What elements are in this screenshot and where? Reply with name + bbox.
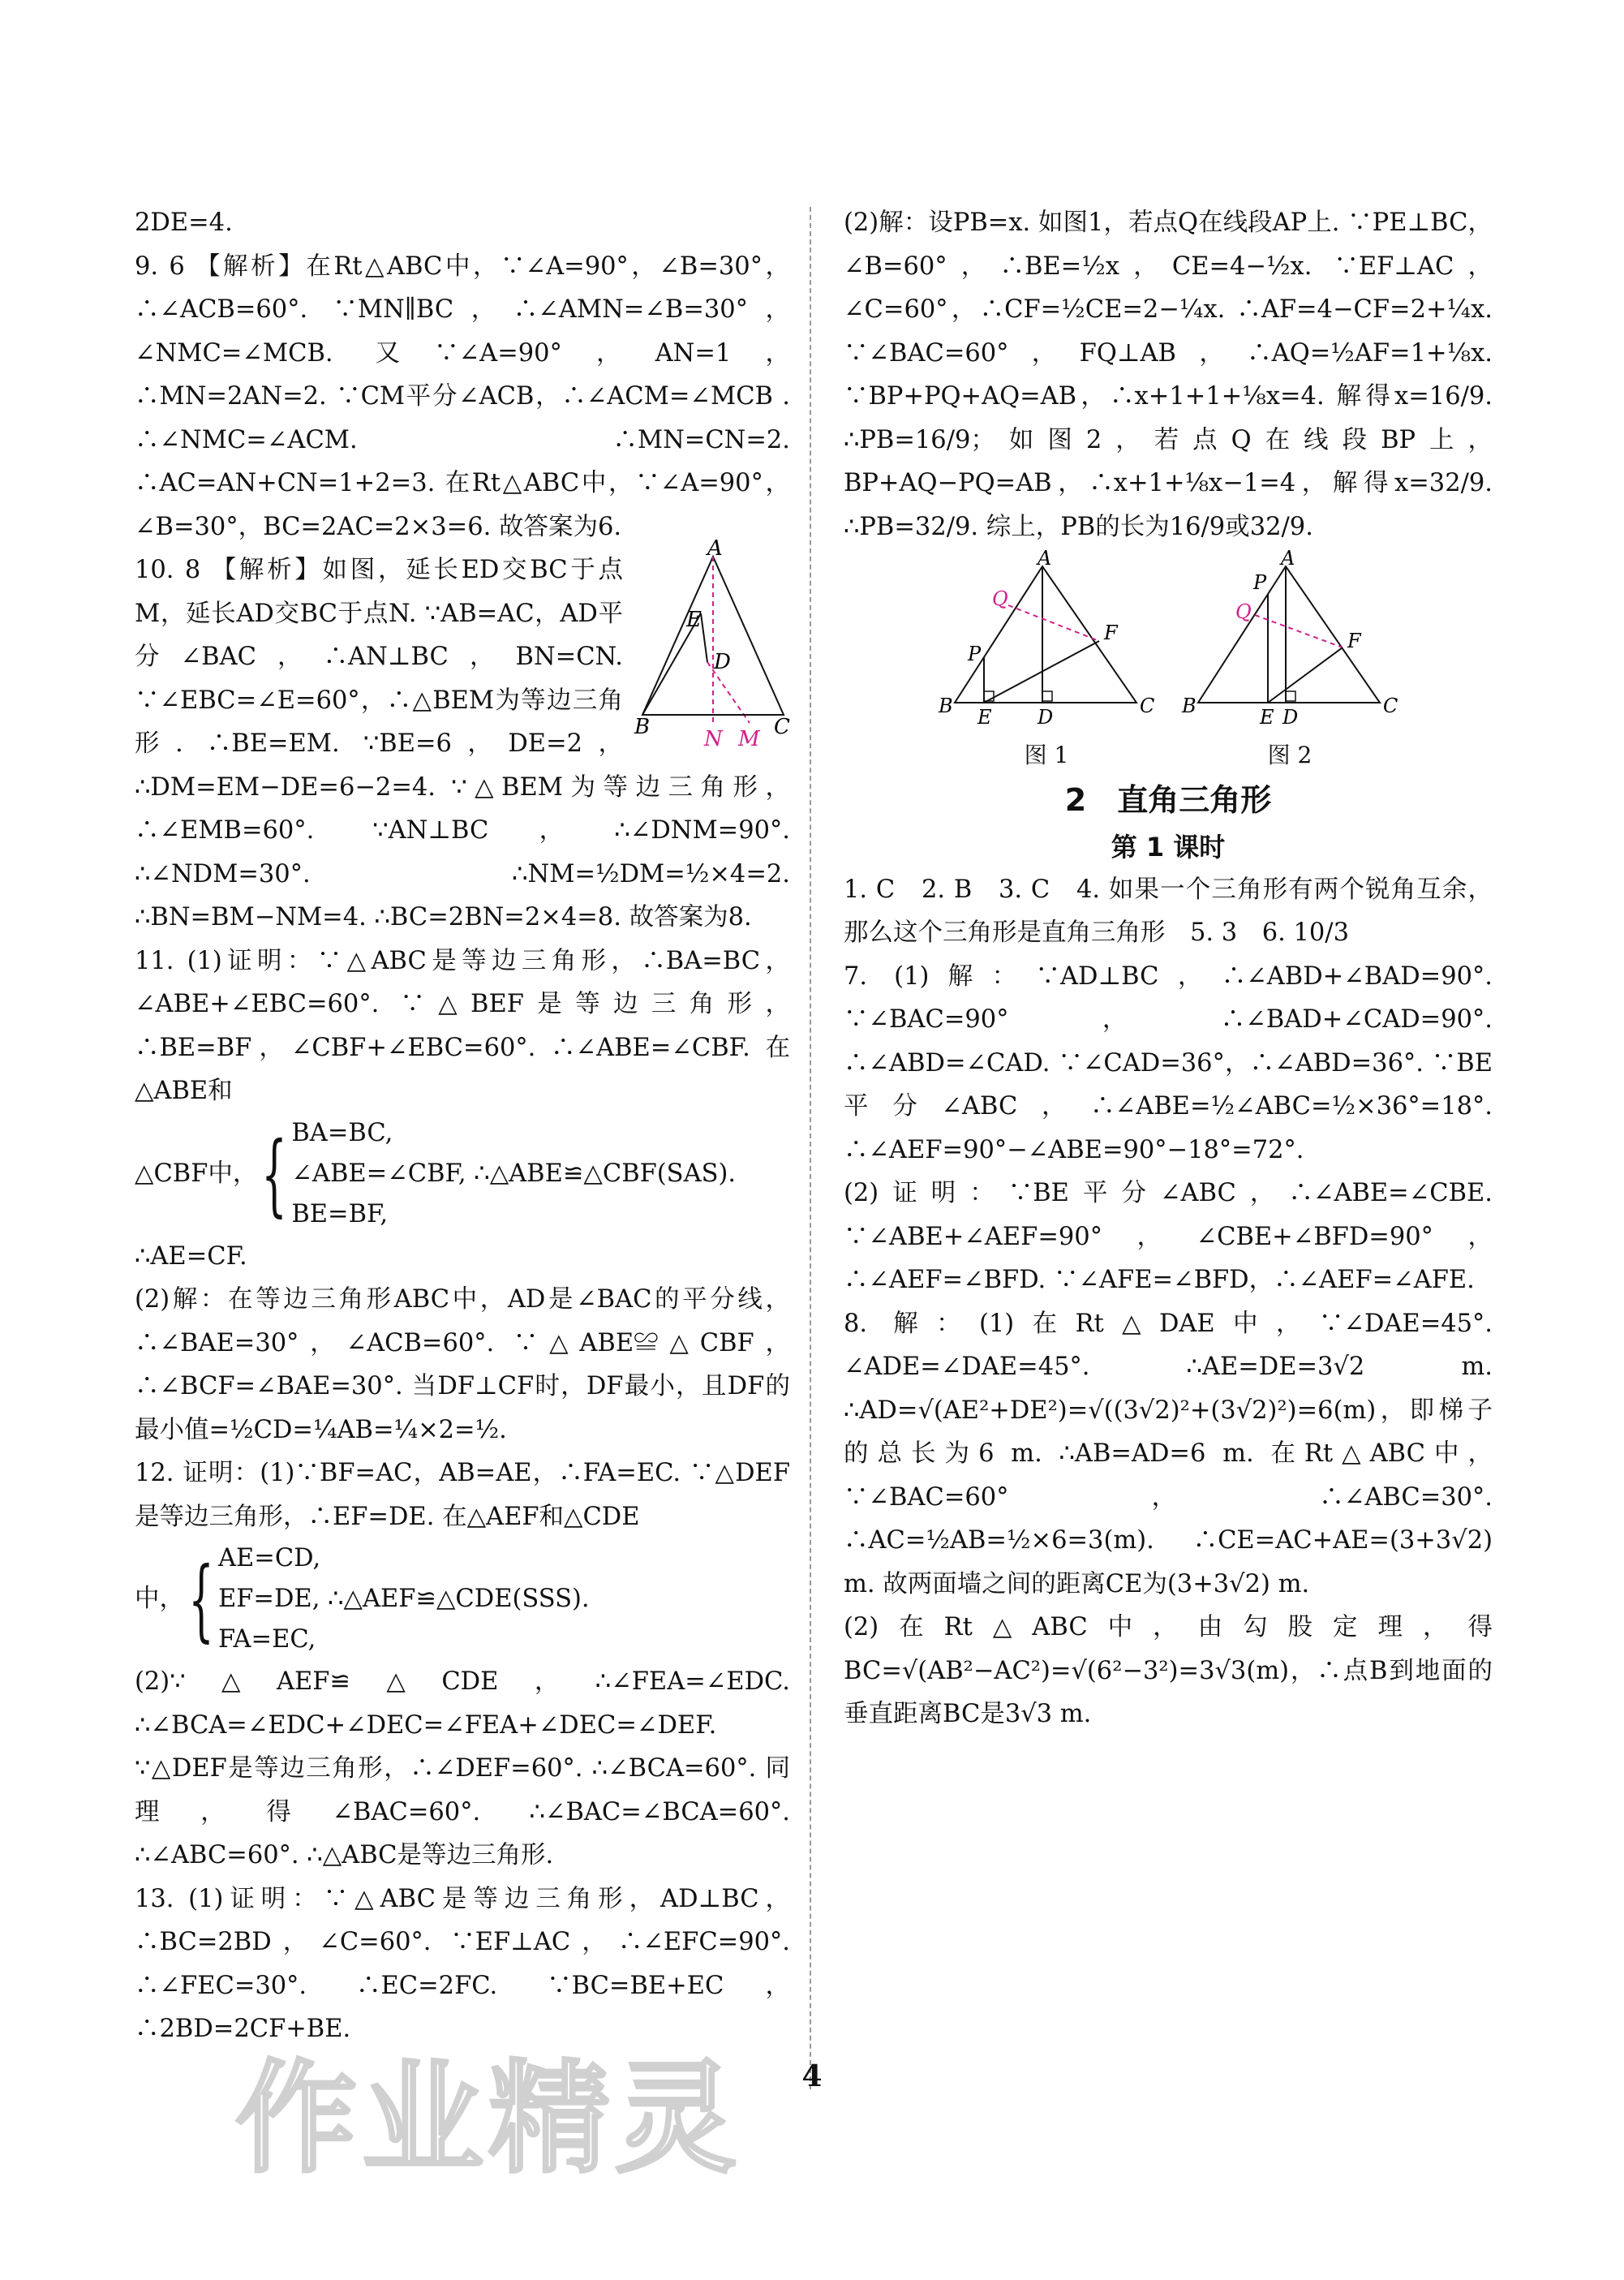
question-7-part1: 7. (1)解：∵AD⊥BC，∴∠ABD+∠BAD=90°. ∵∠BAC=90°，∴∠BAD+∠CAD=90°. ∴∠ABD=∠CAD. ∵∠CAD=36°，∴∠ABD=36°. ∵BE平分∠ABC，∴∠ABE=½∠ABC=½×36°=18°. ∴∠AEF=90°−∠ABE=90°−18°=72°. [844,961,1493,1164]
label-E: E [977,706,992,729]
answers-1-6: 1. C 2. B 3. C 4. 如果一个三角形有两个锐角互余，那么这个三角形是直角三角形 5. 3 6. 10/3 [844,875,1493,947]
q12-cond-3: FA=EC, [218,1625,316,1654]
question-8-part2: (2)在Rt△ABC中，由勾股定理，得BC=√(AB²−AC²)=√(6²−3²)=3√3(m)，∴点B到地面的垂直距离BC是3√3 m. [844,1613,1493,1728]
section-title: 2 直角三角形 [1064,781,1272,818]
q11-prefix: △CBF中， [135,1159,258,1188]
line-2de: 2DE=4. [135,209,233,237]
label-D: D [1038,706,1054,729]
q11-cond-3: BE=BF, [291,1199,389,1228]
label-B: B [1182,695,1197,717]
label-M: M [738,727,760,751]
question-10-block [135,536,790,940]
question-11-system [135,1113,790,1235]
label-Q: Q [992,587,1008,610]
left-column [135,201,790,2051]
question-11-part1: 11. (1)证明：∵△ABC是等边三角形，∴BA=BC，∠ABE+∠EBC=60°. ∵△BEF是等边三角形，∴BE=BF，∠CBF+∠EBC=60°. ∴∠ABE=∠CBF. 在△ABE和 [135,946,790,1105]
section-subtitle: 第 1 课时 [1111,831,1226,863]
figure-1-drawing [937,547,1156,729]
question-8-part1: 8. 解：(1)在Rt△DAE中，∵∠DAE=45°. ∠ADE=∠DAE=45°. ∴AE=DE=3√2 m. ∴AD=√(AE²+DE²)=√((3√2)²+(3√2)²)=6(m)，即梯子的总长为6 m. ∴AB=AD=6 m. 在Rt△ABC中，∵∠BAC=60°，∴∠ABC=30°. ∴AC=½AB=½×6=3(m). ∴CE=AC+AE=(3+3√2) m. 故两面墙之间的距离CE为(3+3√2) m. [844,1309,1493,1598]
brace-symbol: { [261,1121,288,1226]
label-E: E [686,608,702,632]
figure-1-caption: 图 1 [1024,741,1069,768]
question-13-part2: (2)解：设PB=x. 如图1，若点Q在线段AP上. ∵PE⊥BC，∠B=60°，∴BE=½x，CE=4−½x. ∵EF⊥AC，∠C=60°，∴CF=½CE=2−¼x. ∴AF=4−CF=2+¼x. ∵∠BAC=60°，FQ⊥AB，∴AQ=½AF=1+⅛x. ∵BP+PQ+AQ=AB，∴x+1+1+⅛x=4. 解得x=16/9. ∴PB=16/9；如图2，若点Q在线段BP上，BP+AQ−PQ=AB，∴x+1+⅛x−1=4，解得x=32/9. ∴PB=32/9. 综上，PB的长为16/9或32/9. [844,209,1493,541]
label-D: D [1282,706,1299,729]
figure-2-drawing [1180,547,1399,729]
brace-symbol: { [188,1547,214,1651]
q11-conditions [291,1113,736,1235]
label-N: N [704,727,723,751]
q12-cond-2: EF=DE, ∴△AEF≌△CDE(SSS). [218,1585,590,1613]
q12-cond-1: AE=CD, [218,1544,321,1572]
figure-2-caption: 图 2 [1267,741,1313,768]
question-9: 9. 6 【解析】在Rt△ABC中，∵∠A=90°，∠B=30°，∴∠ACB=60°. ∵MN∥BC，∴∠AMN=∠B=30°，∠NMC=∠MCB. 又∵∠A=90°，AN=1，∴MN=2AN=2. ∵CM平分∠ACB，∴∠ACM=∠MCB . ∴∠NMC=∠ACM. ∴MN=CN=2. ∴AC=AN+CN=1+2=3. 在Rt△ABC中，∵∠A=90°，∠B=30°，BC=2AC=2×3=6. 故答案为6. [135,252,790,541]
question-11-conclusion: ∴AE=CF. [135,1241,247,1271]
label-P: P [1253,571,1267,594]
question-11-part2: (2)解：在等边三角形ABC中，AD是∠BAC的平分线，∴∠BAE=30°，∠ACB=60°. ∵△ABE≌△CBF，∴∠BCF=∠BAE=30°. 当DF⊥CF时，DF最小，且DF的最小值=½CD=¼AB=¼×2=½. [135,1285,790,1444]
figure-1 [937,547,1156,769]
label-A: A [1038,547,1052,570]
label-A: A [1281,547,1295,570]
label-C: C [1140,695,1155,717]
question-12-part1: 12. 证明：(1)∵BF=AC，AB=AE，∴FA=EC. ∵△DEF是等边三角形，∴EF=DE. 在△AEF和△CDE [135,1459,790,1531]
label-F: F [1104,622,1118,644]
q12-prefix: 中， [135,1585,184,1614]
label-B: B [939,695,953,717]
q11-cond-2: ∠ABE=∠CBF, ∴△ABE≌△CBF(SAS). [291,1159,737,1188]
question-12-system [135,1538,790,1660]
label-C: C [1383,695,1398,717]
label-F: F [1347,630,1361,652]
label-D: D [714,650,731,674]
column-divider [810,207,811,2089]
right-column [844,201,1493,1736]
figure-q10 [634,536,790,751]
label-B: B [634,715,651,739]
label-P: P [968,643,982,665]
label-A: A [707,536,723,561]
label-E: E [1260,706,1274,729]
question-12-part2: (2)∵△AEF≌△CDE，∴∠FEA=∠EDC. ∴∠BCA=∠EDC+∠DEC=∠FEA+∠DEC=∠DEF. ∵△DEF是等边三角形，∴∠DEF=60°. ∴∠BCA=60°. 同理，得∠BAC=60°. ∴∠BAC=∠BCA=60°. ∴∠ABC=60°. ∴△ABC是等边三角形. [135,1667,790,1869]
q12-conditions [218,1538,590,1660]
figures-row [844,547,1493,769]
question-10: 10. 8 【解析】如图，延长ED交BC于点M，延长AD交BC于点N. ∵AB=AC，AD平分∠BAC，∴AN⊥BC，BN=CN. ∵∠EBC=∠E=60°，∴△BEM为等边三角形. ∴BE=EM. ∵BE=6，DE=2，∴DM=EM−DE=6−2=4. ∵△BEM为等边三角形，∴∠EMB=60°. ∵AN⊥BC，∴∠DNM=90°. ∴∠NDM=30°. ∴NM=½DM=½×4=2. ∴BN=BM−NM=4. ∴BC=2BN=2×4=8. 故答案为8. [135,556,790,931]
watermark: 作业精灵 [235,2049,742,2190]
page-number: 4 [801,2059,823,2093]
figure-2 [1180,547,1399,769]
q11-cond-1: BA=BC, [291,1118,393,1147]
question-13-part1: 13. (1)证明：∵△ABC是等边三角形，AD⊥BC，∴BC=2BD，∠C=60°. ∵EF⊥AC，∴∠EFC=90°. ∴∠FEC=30°. ∴EC=2FC. ∵BC=BE+EC，∴2BD=2CF+BE. [135,1884,790,2043]
question-7-part2: (2)证明：∵BE平分∠ABC，∴∠ABE=∠CBE. ∵∠ABE+∠AEF=90°，∠CBE+∠BFD=90°，∴∠AEF=∠BFD. ∵∠AFE=∠BFD，∴∠AEF=∠AFE. [844,1179,1493,1294]
label-C: C [774,715,790,739]
label-Q: Q [1235,600,1252,623]
